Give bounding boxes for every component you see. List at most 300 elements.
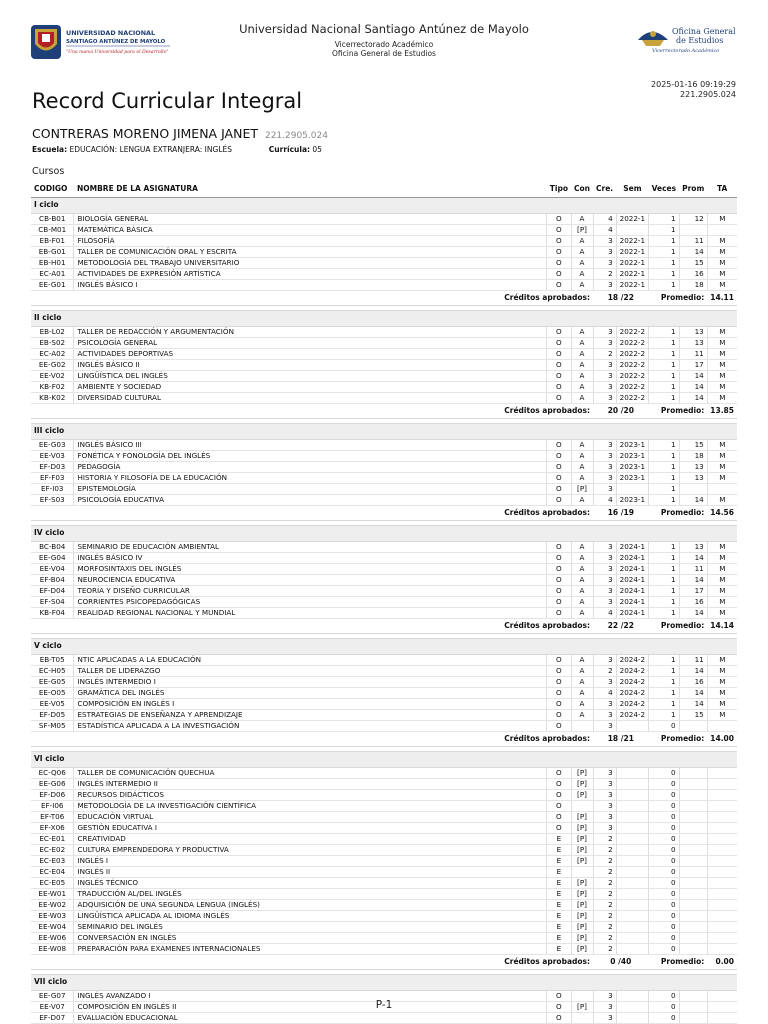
course-type: E xyxy=(547,877,571,888)
credits-label: Créditos aprobados: xyxy=(31,403,593,418)
course-name: PREPARACIÓN PARA EXAMENES INTERNACIONALES xyxy=(74,943,547,954)
course-name: RECURSOS DIDÁCTICOS xyxy=(74,789,547,800)
course-condition xyxy=(571,1012,593,1023)
course-ta xyxy=(707,767,737,778)
cycle-header xyxy=(31,974,737,990)
course-grade: 14 xyxy=(679,687,707,698)
course-attempts: 1 xyxy=(649,246,679,257)
course-semester: 2024-1 xyxy=(616,552,648,563)
course-name: ACTIVIDADES DEPORTIVAS xyxy=(74,348,547,359)
course-semester: 2023-1 xyxy=(616,439,648,450)
course-semester xyxy=(616,877,648,888)
course-code: EC-E01 xyxy=(31,833,74,844)
table-row xyxy=(31,392,737,403)
course-attempts: 1 xyxy=(649,359,679,370)
course-condition: A xyxy=(571,439,593,450)
course-grade xyxy=(679,866,707,877)
average-value: 13.85 xyxy=(707,403,737,418)
credits-label: Créditos aprobados: xyxy=(31,618,593,633)
table-row xyxy=(31,687,737,698)
course-semester xyxy=(616,855,648,866)
course-credits: 2 xyxy=(593,348,616,359)
course-type: E xyxy=(547,888,571,899)
course-attempts: 1 xyxy=(649,392,679,403)
course-credits: 3 xyxy=(593,326,616,337)
course-ta: M xyxy=(707,665,737,676)
course-type: O xyxy=(547,563,571,574)
course-attempts: 1 xyxy=(649,224,679,235)
course-credits: 3 xyxy=(593,596,616,607)
col-cre: Cre. xyxy=(593,180,616,197)
course-ta: M xyxy=(707,257,737,268)
course-condition: A xyxy=(571,326,593,337)
svg-text:SANTIAGO ANTÚNEZ DE MAYOLO: SANTIAGO ANTÚNEZ DE MAYOLO xyxy=(66,39,166,45)
table-row xyxy=(31,698,737,709)
institution-block xyxy=(200,22,568,58)
average-value: 14.00 xyxy=(707,731,737,746)
credits-value: 20 /20 xyxy=(593,403,649,418)
course-name: GRAMÁTICA DEL INGLÉS xyxy=(74,687,547,698)
course-attempts: 1 xyxy=(649,213,679,224)
course-grade xyxy=(679,844,707,855)
cycle-summary xyxy=(31,954,737,969)
table-row xyxy=(31,213,737,224)
course-code: EE-G05 xyxy=(31,676,74,687)
course-grade: 13 xyxy=(679,461,707,472)
course-name: ESTRATEGIAS DE ENSEÑANZA Y APRENDIZAJE xyxy=(74,709,547,720)
average-label: Promedio: xyxy=(649,731,708,746)
course-ta xyxy=(707,877,737,888)
course-condition: A xyxy=(571,676,593,687)
course-code: EE-W02 xyxy=(31,899,74,910)
course-credits: 3 xyxy=(593,811,616,822)
course-attempts: 0 xyxy=(649,921,679,932)
course-type: O xyxy=(547,698,571,709)
course-grade: 14 xyxy=(679,392,707,403)
student-code: 221.2905.024 xyxy=(264,131,328,141)
course-ta xyxy=(707,483,737,494)
course-ta: M xyxy=(707,494,737,505)
course-credits: 3 xyxy=(593,359,616,370)
course-credits: 3 xyxy=(593,709,616,720)
table-row xyxy=(31,921,737,932)
average-label: Promedio: xyxy=(649,954,708,969)
course-semester: 2023-1 xyxy=(616,461,648,472)
course-grade: 11 xyxy=(679,654,707,665)
course-type: O xyxy=(547,246,571,257)
svg-text:"Una nueva Universidad para el: "Una nueva Universidad para el Desarrollo" xyxy=(66,50,169,55)
course-grade xyxy=(679,822,707,833)
course-code: EB-G01 xyxy=(31,246,74,257)
course-condition: A xyxy=(571,494,593,505)
course-condition: A xyxy=(571,213,593,224)
course-type: E xyxy=(547,910,571,921)
course-grade xyxy=(679,483,707,494)
course-credits: 3 xyxy=(593,461,616,472)
course-condition: A xyxy=(571,563,593,574)
courses-table xyxy=(31,180,737,1024)
course-semester xyxy=(616,224,648,235)
table-row xyxy=(31,224,737,235)
course-code: BC-B04 xyxy=(31,541,74,552)
course-attempts: 0 xyxy=(649,910,679,921)
average-label: Promedio: xyxy=(649,505,708,520)
course-semester: 2022-2 xyxy=(616,337,648,348)
page-number: P-1 xyxy=(375,999,393,1011)
course-attempts: 0 xyxy=(649,877,679,888)
course-ta xyxy=(707,888,737,899)
print-datetime: 2025-01-16 09:19:29 xyxy=(651,80,736,89)
course-grade: 14 xyxy=(679,665,707,676)
course-type: E xyxy=(547,921,571,932)
course-ta xyxy=(707,778,737,789)
table-row xyxy=(31,822,737,833)
cycle-summary xyxy=(31,403,737,418)
course-name: TALLER DE LIDERAZGO xyxy=(74,665,547,676)
course-attempts: 0 xyxy=(649,899,679,910)
course-semester xyxy=(616,789,648,800)
course-name: TALLER DE COMUNICACIÓN QUECHUA xyxy=(74,767,547,778)
course-condition: A xyxy=(571,461,593,472)
course-semester xyxy=(616,767,648,778)
course-ta xyxy=(707,855,737,866)
course-credits: 3 xyxy=(593,563,616,574)
cycle-header xyxy=(31,751,737,767)
cycle-header xyxy=(31,638,737,654)
course-type: E xyxy=(547,943,571,954)
course-type: E xyxy=(547,844,571,855)
course-type: O xyxy=(547,709,571,720)
course-type: O xyxy=(547,450,571,461)
course-attempts: 1 xyxy=(649,541,679,552)
course-attempts: 0 xyxy=(649,800,679,811)
course-grade: 18 xyxy=(679,450,707,461)
course-grade xyxy=(679,888,707,899)
course-name: TALLER DE REDACCIÓN Y ARGUMENTACIÓN xyxy=(74,326,547,337)
course-ta: M xyxy=(707,698,737,709)
course-credits: 3 xyxy=(593,720,616,731)
course-name: INGLÉS AVANZADO I xyxy=(74,990,547,1001)
course-condition: [P] xyxy=(571,224,593,235)
course-semester: 2024-1 xyxy=(616,585,648,596)
course-semester: 2022-1 xyxy=(616,213,648,224)
course-attempts: 1 xyxy=(649,450,679,461)
table-row xyxy=(31,279,737,290)
course-credits: 3 xyxy=(593,541,616,552)
course-ta: M xyxy=(707,279,737,290)
course-grade xyxy=(679,224,707,235)
course-ta: M xyxy=(707,359,737,370)
cycle-header xyxy=(31,423,737,439)
credits-label: Créditos aprobados: xyxy=(31,731,593,746)
credits-label: Créditos aprobados: xyxy=(31,505,593,520)
table-row xyxy=(31,246,737,257)
course-code: EF-D04 xyxy=(31,585,74,596)
course-type: E xyxy=(547,833,571,844)
cycle-header xyxy=(31,197,737,213)
svg-text:UNIVERSIDAD NACIONAL: UNIVERSIDAD NACIONAL xyxy=(66,29,156,37)
course-credits: 3 xyxy=(593,472,616,483)
course-type: O xyxy=(547,596,571,607)
course-ta: M xyxy=(707,574,737,585)
course-code: EC-A02 xyxy=(31,348,74,359)
course-condition: A xyxy=(571,541,593,552)
course-grade xyxy=(679,1012,707,1023)
table-row xyxy=(31,268,737,279)
course-semester xyxy=(616,720,648,731)
svg-text:de Estudios: de Estudios xyxy=(676,36,724,45)
table-row xyxy=(31,563,737,574)
course-semester: 2024-2 xyxy=(616,676,648,687)
course-attempts: 0 xyxy=(649,1001,679,1012)
course-semester xyxy=(616,932,648,943)
course-ta xyxy=(707,1012,737,1023)
course-credits: 2 xyxy=(593,877,616,888)
table-row xyxy=(31,855,737,866)
course-attempts: 0 xyxy=(649,778,679,789)
course-attempts: 1 xyxy=(649,676,679,687)
table-row xyxy=(31,654,737,665)
course-credits: 3 xyxy=(593,370,616,381)
oficina-logo xyxy=(636,22,738,56)
course-semester xyxy=(616,483,648,494)
table-row xyxy=(31,709,737,720)
course-semester xyxy=(616,811,648,822)
course-condition: A xyxy=(571,279,593,290)
course-grade xyxy=(679,778,707,789)
course-semester: 2022-2 xyxy=(616,392,648,403)
course-type: O xyxy=(547,541,571,552)
course-name: INGLÉS BÁSICO III xyxy=(74,439,547,450)
course-condition: A xyxy=(571,337,593,348)
table-row xyxy=(31,866,737,877)
course-type: O xyxy=(547,472,571,483)
table-row xyxy=(31,235,737,246)
course-credits: 3 xyxy=(593,450,616,461)
course-semester xyxy=(616,888,648,899)
course-attempts: 1 xyxy=(649,461,679,472)
course-code: EE-O05 xyxy=(31,687,74,698)
course-grade: 13 xyxy=(679,326,707,337)
col-sem: Sem xyxy=(616,180,648,197)
course-attempts: 0 xyxy=(649,822,679,833)
course-attempts: 0 xyxy=(649,855,679,866)
course-semester xyxy=(616,910,648,921)
course-attempts: 1 xyxy=(649,585,679,596)
table-row xyxy=(31,1012,737,1023)
course-code: EF-S03 xyxy=(31,494,74,505)
course-code: EE-V05 xyxy=(31,698,74,709)
table-row xyxy=(31,257,737,268)
course-name: INGLÉS BÁSICO II xyxy=(74,359,547,370)
course-condition: [P] xyxy=(571,822,593,833)
course-code: EE-G07 xyxy=(31,990,74,1001)
course-credits: 2 xyxy=(593,268,616,279)
course-semester: 2024-2 xyxy=(616,654,648,665)
page-header xyxy=(0,0,768,70)
average-value: 0.00 xyxy=(707,954,737,969)
table-row xyxy=(31,720,737,731)
course-grade: 15 xyxy=(679,257,707,268)
course-code: EE-G01 xyxy=(31,279,74,290)
average-value: 14.14 xyxy=(707,618,737,633)
course-type: O xyxy=(547,811,571,822)
course-credits: 3 xyxy=(593,585,616,596)
table-row xyxy=(31,359,737,370)
course-code: EE-V02 xyxy=(31,370,74,381)
course-name: PEDAGOGÍA xyxy=(74,461,547,472)
course-type: O xyxy=(547,720,571,731)
course-ta: M xyxy=(707,246,737,257)
course-condition: A xyxy=(571,654,593,665)
course-name: PSICOLOGÍA EDUCATIVA xyxy=(74,494,547,505)
course-code: EB-S02 xyxy=(31,337,74,348)
course-condition: [P] xyxy=(571,910,593,921)
course-semester: 2024-2 xyxy=(616,698,648,709)
course-ta xyxy=(707,789,737,800)
course-code: EF-I03 xyxy=(31,483,74,494)
course-semester xyxy=(616,899,648,910)
course-attempts: 1 xyxy=(649,665,679,676)
course-grade: 11 xyxy=(679,348,707,359)
table-row xyxy=(31,381,737,392)
course-name: METODOLOGÍA DEL TRABAJO UNIVERSITARIO xyxy=(74,257,547,268)
course-condition: A xyxy=(571,596,593,607)
escuela-label: Escuela: xyxy=(32,145,68,154)
course-code: EE-V07 xyxy=(31,1001,74,1012)
course-ta: M xyxy=(707,596,737,607)
course-credits: 2 xyxy=(593,943,616,954)
course-credits: 3 xyxy=(593,789,616,800)
page-title: Record Curricular Integral xyxy=(32,89,303,113)
course-condition: [P] xyxy=(571,855,593,866)
course-ta: M xyxy=(707,552,737,563)
course-attempts: 1 xyxy=(649,494,679,505)
course-type: O xyxy=(547,767,571,778)
course-grade: 11 xyxy=(679,563,707,574)
course-condition: A xyxy=(571,709,593,720)
course-type: O xyxy=(547,213,571,224)
course-code: EF-I06 xyxy=(31,800,74,811)
course-condition: A xyxy=(571,246,593,257)
cycle-name: II ciclo xyxy=(31,310,737,326)
course-grade: 14 xyxy=(679,381,707,392)
course-name: FONÉTICA Y FONOLOGÍA DEL INGLÉS xyxy=(74,450,547,461)
course-ta xyxy=(707,224,737,235)
course-attempts: 0 xyxy=(649,767,679,778)
curricula-value: 05 xyxy=(312,145,322,154)
course-name: ACTIVIDADES DE EXPRESIÓN ARTÍSTICA xyxy=(74,268,547,279)
course-condition: [P] xyxy=(571,778,593,789)
course-semester xyxy=(616,800,648,811)
course-name: INGLÉS INTERMEDIO I xyxy=(74,676,547,687)
table-row xyxy=(31,910,737,921)
course-grade xyxy=(679,720,707,731)
course-name: CREATIVIDAD xyxy=(74,833,547,844)
course-type: O xyxy=(547,392,571,403)
course-name: TALLER DE COMUNICACIÓN ORAL Y ESCRITA xyxy=(74,246,547,257)
course-grade: 15 xyxy=(679,709,707,720)
course-grade: 18 xyxy=(679,279,707,290)
course-semester: 2024-2 xyxy=(616,709,648,720)
course-grade xyxy=(679,943,707,954)
course-attempts: 0 xyxy=(649,789,679,800)
course-code: EF-F03 xyxy=(31,472,74,483)
course-ta xyxy=(707,910,737,921)
course-semester: 2024-1 xyxy=(616,541,648,552)
course-condition: A xyxy=(571,257,593,268)
cycle-name: IV ciclo xyxy=(31,525,737,541)
course-name: COMPOSICIÓN EN INGLÉS I xyxy=(74,698,547,709)
course-credits: 2 xyxy=(593,888,616,899)
course-condition: A xyxy=(571,370,593,381)
course-credits: 4 xyxy=(593,213,616,224)
course-name: LINGÜÍSTICA APLICADA AL IDIOMA INGLÉS xyxy=(74,910,547,921)
course-condition: [P] xyxy=(571,921,593,932)
cycle-name: I ciclo xyxy=(31,197,737,213)
course-attempts: 0 xyxy=(649,932,679,943)
course-attempts: 1 xyxy=(649,257,679,268)
course-ta xyxy=(707,822,737,833)
course-semester xyxy=(616,1012,648,1023)
course-type: O xyxy=(547,483,571,494)
course-code: KB-F04 xyxy=(31,607,74,618)
credits-value: 16 /19 xyxy=(593,505,649,520)
record-code: 221.2905.024 xyxy=(680,90,736,99)
course-credits: 4 xyxy=(593,687,616,698)
course-grade xyxy=(679,899,707,910)
course-grade: 16 xyxy=(679,676,707,687)
table-row xyxy=(31,607,737,618)
table-row xyxy=(31,541,737,552)
course-credits: 2 xyxy=(593,910,616,921)
course-name: INGLÉS BÁSICO IV xyxy=(74,552,547,563)
courses-body xyxy=(31,197,737,1023)
course-type: E xyxy=(547,932,571,943)
course-semester: 2024-1 xyxy=(616,607,648,618)
course-code: EE-W01 xyxy=(31,888,74,899)
course-code: EC-A01 xyxy=(31,268,74,279)
table-row xyxy=(31,326,737,337)
course-type: O xyxy=(547,687,571,698)
course-credits: 3 xyxy=(593,767,616,778)
course-code: EF-B04 xyxy=(31,574,74,585)
table-row xyxy=(31,439,737,450)
course-ta xyxy=(707,932,737,943)
table-row xyxy=(31,494,737,505)
course-name: FILOSOFÍA xyxy=(74,235,547,246)
table-row xyxy=(31,585,737,596)
course-condition: [P] xyxy=(571,932,593,943)
course-ta: M xyxy=(707,709,737,720)
table-row xyxy=(31,483,737,494)
course-name: COMPOSICIÓN EN INGLÉS II xyxy=(74,1001,547,1012)
courses-section-label: Cursos xyxy=(32,166,65,177)
course-condition: A xyxy=(571,381,593,392)
course-credits: 3 xyxy=(593,654,616,665)
course-credits: 2 xyxy=(593,921,616,932)
table-row xyxy=(31,596,737,607)
cycle-name: VII ciclo xyxy=(31,974,737,990)
course-name: HISTORIA Y FILOSOFÍA DE LA EDUCACIÓN xyxy=(74,472,547,483)
course-attempts: 1 xyxy=(649,563,679,574)
course-name: ESTADÍSTICA APLICADA A LA INVESTIGACIÓN xyxy=(74,720,547,731)
course-name: MATEMÁTICA BÁSICA xyxy=(74,224,547,235)
table-row xyxy=(31,676,737,687)
course-attempts: 1 xyxy=(649,370,679,381)
course-ta: M xyxy=(707,541,737,552)
course-semester: 2022-1 xyxy=(616,279,648,290)
